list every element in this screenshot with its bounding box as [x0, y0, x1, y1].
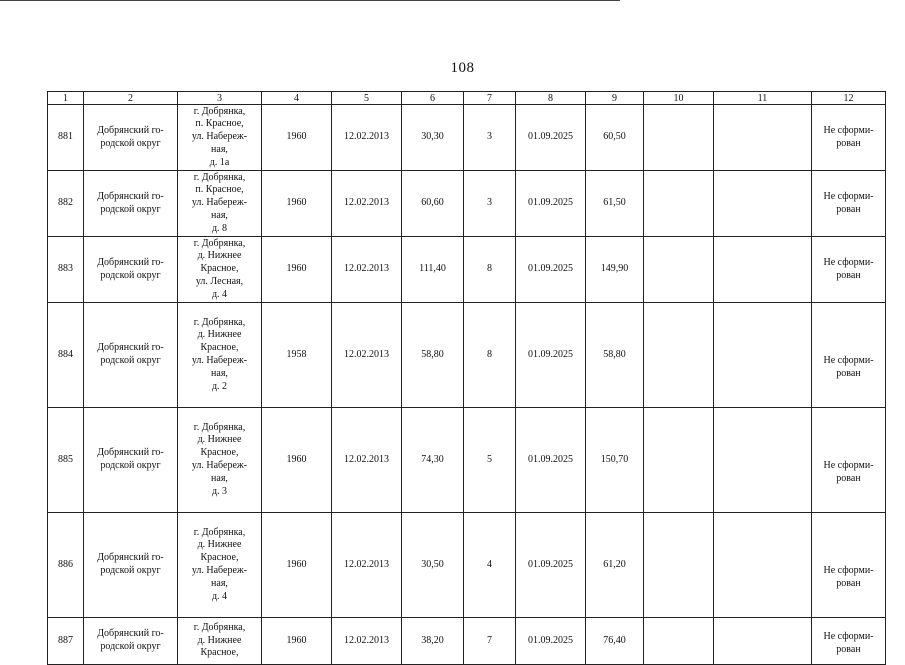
residents-cell: 8	[464, 303, 516, 408]
recognition-date-cell: 12.02.2013	[332, 618, 402, 665]
year-built-cell: 1958	[262, 303, 332, 408]
row-number-cell: 887	[48, 618, 84, 665]
municipality-cell: Добрянский го- родской округ	[84, 303, 178, 408]
table-row	[48, 618, 886, 665]
municipality-cell: Добрянский го- родской округ	[84, 237, 178, 303]
table-row	[48, 237, 886, 303]
page-number: 108	[450, 60, 475, 76]
row-number-cell: 881	[48, 105, 84, 171]
table-row	[48, 408, 886, 513]
column-11-cell	[714, 105, 812, 171]
status-cell: Не сформи- рован	[812, 237, 886, 303]
column-header: 11	[714, 92, 812, 105]
column-11-cell	[714, 408, 812, 513]
planned-date-cell: 01.09.2025	[516, 105, 586, 171]
column-header: 4	[262, 92, 332, 105]
table-row	[48, 105, 886, 171]
address-cell: г. Добрянка, д. Нижнее Красное, ул. Набереж- ная, д. 4	[178, 513, 262, 618]
value-cell: 61,50	[586, 171, 644, 237]
address-cell: г. Добрянка, д. Нижнее Красное, ул. Набереж- ная, д. 3	[178, 408, 262, 513]
column-11-cell	[714, 513, 812, 618]
column-10-cell	[644, 618, 714, 665]
municipality-cell: Добрянский го- родской округ	[84, 171, 178, 237]
value-cell: 76,40	[586, 618, 644, 665]
column-header: 1	[48, 92, 84, 105]
column-11-cell	[714, 171, 812, 237]
recognition-date-cell: 12.02.2013	[332, 171, 402, 237]
column-11-cell	[714, 303, 812, 408]
column-10-cell	[644, 408, 714, 513]
column-11-cell	[714, 618, 812, 665]
residents-cell: 3	[464, 105, 516, 171]
address-cell: г. Добрянка, п. Красное, ул. Набереж- ная, д. 8	[178, 171, 262, 237]
column-header: 10	[644, 92, 714, 105]
value-cell: 149,90	[586, 237, 644, 303]
scan-edge-line	[0, 0, 620, 1]
status-cell: Не сформи- рован	[812, 408, 886, 513]
column-header: 8	[516, 92, 586, 105]
column-10-cell	[644, 171, 714, 237]
recognition-date-cell: 12.02.2013	[332, 237, 402, 303]
status-cell: Не сформи- рован	[812, 618, 886, 665]
row-number-cell: 883	[48, 237, 84, 303]
status-cell: Не сформи- рован	[812, 513, 886, 618]
year-built-cell: 1960	[262, 618, 332, 665]
residents-cell: 5	[464, 408, 516, 513]
address-cell: г. Добрянка, п. Красное, ул. Набереж- ная, д. 1а	[178, 105, 262, 171]
planned-date-cell: 01.09.2025	[516, 618, 586, 665]
row-number-cell: 884	[48, 303, 84, 408]
value-cell: 150,70	[586, 408, 644, 513]
column-header: 9	[586, 92, 644, 105]
planned-date-cell: 01.09.2025	[516, 513, 586, 618]
recognition-date-cell: 12.02.2013	[332, 105, 402, 171]
planned-date-cell: 01.09.2025	[516, 408, 586, 513]
table-row	[48, 513, 886, 618]
municipality-cell: Добрянский го- родской округ	[84, 105, 178, 171]
area-cell: 74,30	[402, 408, 464, 513]
planned-date-cell: 01.09.2025	[516, 171, 586, 237]
recognition-date-cell: 12.02.2013	[332, 303, 402, 408]
recognition-date-cell: 12.02.2013	[332, 408, 402, 513]
planned-date-cell: 01.09.2025	[516, 237, 586, 303]
value-cell: 61,20	[586, 513, 644, 618]
residents-cell: 8	[464, 237, 516, 303]
status-cell: Не сформи- рован	[812, 303, 886, 408]
address-cell: г. Добрянка, д. Нижнее Красное,	[178, 618, 262, 665]
table-row	[48, 303, 886, 408]
row-number-cell: 886	[48, 513, 84, 618]
address-cell: г. Добрянка, д. Нижнее Красное, ул. Набереж- ная, д. 2	[178, 303, 262, 408]
residents-cell: 4	[464, 513, 516, 618]
residents-cell: 3	[464, 171, 516, 237]
column-header: 6	[402, 92, 464, 105]
municipality-cell: Добрянский го- родской округ	[84, 408, 178, 513]
area-cell: 38,20	[402, 618, 464, 665]
value-cell: 60,50	[586, 105, 644, 171]
residents-cell: 7	[464, 618, 516, 665]
column-10-cell	[644, 105, 714, 171]
table-row	[48, 171, 886, 237]
column-header: 3	[178, 92, 262, 105]
area-cell: 58,80	[402, 303, 464, 408]
row-number-cell: 882	[48, 171, 84, 237]
column-11-cell	[714, 237, 812, 303]
column-header: 5	[332, 92, 402, 105]
planned-date-cell: 01.09.2025	[516, 303, 586, 408]
column-header: 2	[84, 92, 178, 105]
column-number-row	[48, 92, 886, 105]
recognition-date-cell: 12.02.2013	[332, 513, 402, 618]
municipality-cell: Добрянский го- родской округ	[84, 618, 178, 665]
status-cell: Не сформи- рован	[812, 171, 886, 237]
year-built-cell: 1960	[262, 408, 332, 513]
column-10-cell	[644, 237, 714, 303]
municipality-cell: Добрянский го- родской округ	[84, 513, 178, 618]
table-body	[48, 105, 886, 665]
row-number-cell: 885	[48, 408, 84, 513]
area-cell: 30,50	[402, 513, 464, 618]
column-header: 7	[464, 92, 516, 105]
housing-registry-table	[47, 91, 886, 665]
value-cell: 58,80	[586, 303, 644, 408]
column-10-cell	[644, 513, 714, 618]
area-cell: 60,60	[402, 171, 464, 237]
year-built-cell: 1960	[262, 513, 332, 618]
column-10-cell	[644, 303, 714, 408]
column-header: 12	[812, 92, 886, 105]
area-cell: 30,30	[402, 105, 464, 171]
status-cell: Не сформи- рован	[812, 105, 886, 171]
year-built-cell: 1960	[262, 237, 332, 303]
year-built-cell: 1960	[262, 171, 332, 237]
address-cell: г. Добрянка, д. Нижнее Красное, ул. Лесная, д. 4	[178, 237, 262, 303]
year-built-cell: 1960	[262, 105, 332, 171]
area-cell: 111,40	[402, 237, 464, 303]
